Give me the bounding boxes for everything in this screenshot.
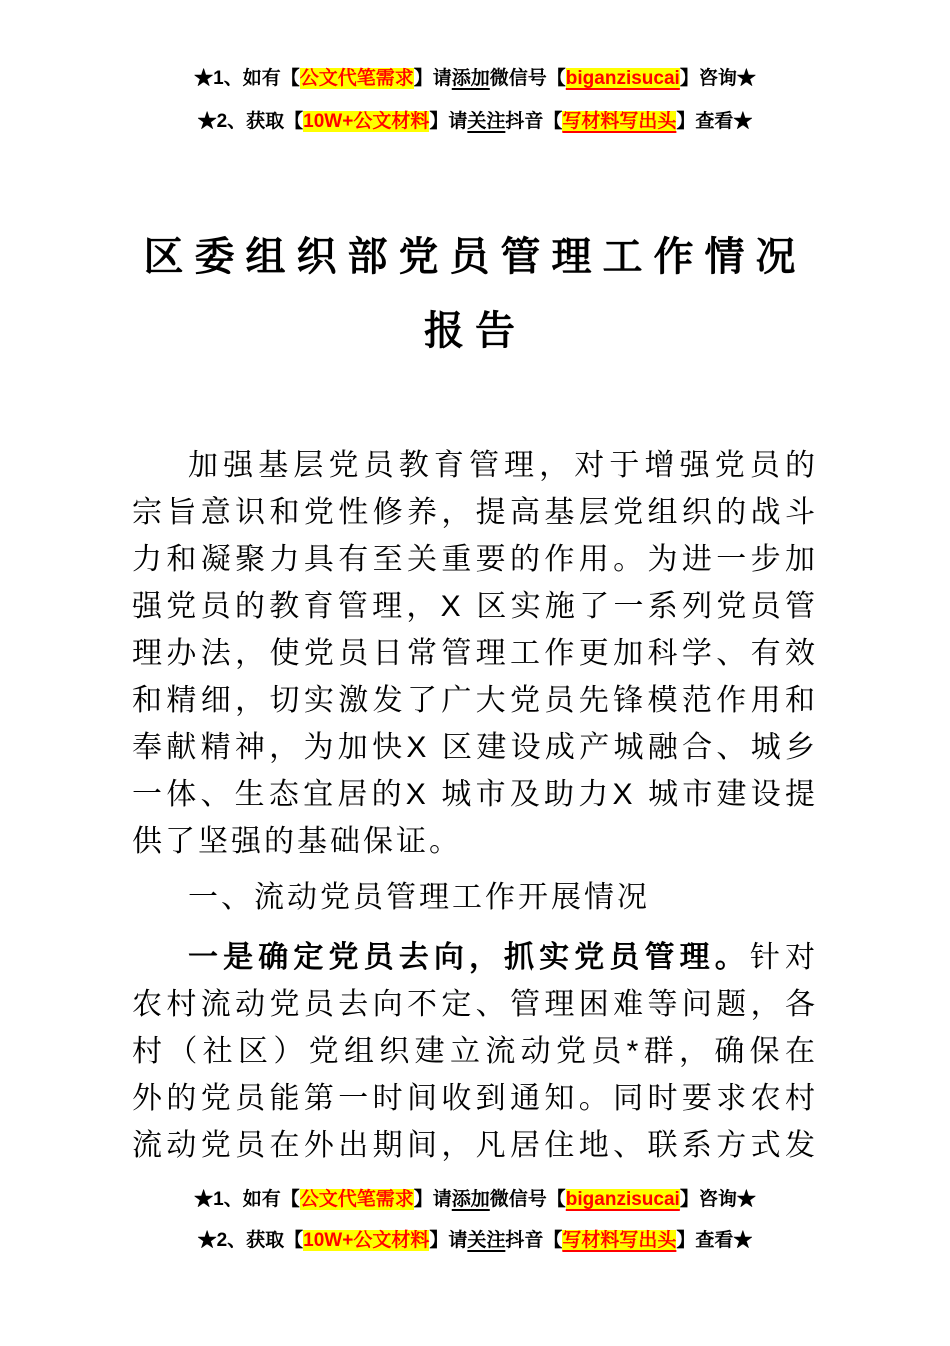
text-segment: ★1、如有【: [194, 1189, 300, 1210]
text-line: [132, 677, 818, 724]
text-segment: ★2、获取【: [197, 111, 304, 132]
text-segment: 】请: [429, 111, 468, 132]
text-segment: 供了坚强的基础保证。: [132, 825, 462, 858]
text-segment: 关注: [467, 111, 506, 132]
text-segment: 奉献精神，为加快X 区建设成产城融合、城乡: [132, 731, 818, 764]
text-segment: 外的党员能第一时间收到通知。同时要求农村: [132, 1082, 818, 1115]
text-segment: 报告: [424, 309, 526, 353]
text-line: [132, 981, 818, 1028]
paragraph-intro: [132, 442, 818, 865]
text-line: [132, 934, 818, 981]
text-segment: 】咨询★: [679, 1189, 756, 1210]
text-line: [0, 1220, 950, 1261]
text-segment: 关注: [467, 1230, 506, 1251]
text-segment: 写材料写出头: [562, 111, 677, 132]
text-segment: 添加: [451, 68, 490, 89]
text-segment: 】请: [413, 1189, 452, 1210]
text-segment: 一、流动党员管理工作开展情况: [188, 881, 650, 914]
text-line: [132, 442, 818, 489]
text-line: [0, 220, 950, 294]
document-body: [132, 442, 818, 1169]
text-segment: 10W+公文材料: [303, 1230, 430, 1251]
text-line: [132, 724, 818, 771]
text-line: [132, 489, 818, 536]
text-segment: 一体、生态宜居的X 城市及助力X 城市建设提: [132, 778, 818, 811]
text-segment: 写材料写出头: [562, 1230, 677, 1251]
text-segment: 】查看★: [676, 111, 753, 132]
text-line: [132, 818, 818, 865]
text-line: [132, 1122, 818, 1169]
text-segment: 】咨询★: [679, 68, 756, 89]
text-segment: 村（社区）党组织建立流动党员*群，确保在: [132, 1035, 818, 1068]
text-segment: 微信号【: [489, 68, 566, 89]
text-segment: ★2、获取【: [197, 1230, 304, 1251]
text-segment: 区委组织部党员管理工作情况: [143, 235, 807, 279]
text-segment: 和精细，切实激发了广大党员先锋模范作用和: [132, 684, 818, 717]
text-segment: 抖音【: [505, 1230, 563, 1251]
promo-banner-bottom: [0, 1179, 950, 1261]
text-segment: 添加: [451, 1189, 490, 1210]
text-segment: biganzisucai: [565, 68, 680, 89]
text-line: [132, 630, 818, 677]
text-segment: 公文代笔需求: [299, 68, 414, 89]
text-line: [0, 294, 950, 368]
text-segment: 】请: [413, 68, 452, 89]
text-segment: 加强基层党员教育管理，对于增强党员的: [188, 449, 818, 482]
text-segment: 】请: [429, 1230, 468, 1251]
text-line: [0, 57, 950, 100]
text-segment: 流动党员在外出期间，凡居住地、联系方式发: [132, 1129, 818, 1162]
promo-banner-top: [0, 57, 950, 143]
text-line: [0, 100, 950, 143]
text-line: [0, 1179, 950, 1220]
text-segment: 理办法，使党员日常管理工作更加科学、有效: [132, 637, 818, 670]
text-segment: 农村流动党员去向不定、管理困难等问题，各: [132, 988, 818, 1021]
text-segment: 力和凝聚力具有至关重要的作用。为进一步加: [132, 543, 818, 576]
text-segment: 10W+公文材料: [303, 111, 430, 132]
text-line: [132, 536, 818, 583]
section-heading: [132, 874, 818, 921]
text-segment: 强党员的教育管理，X 区实施了一系列党员管: [132, 590, 818, 623]
paragraph-flow-management: [132, 934, 818, 1169]
text-line: [132, 1028, 818, 1075]
text-segment: 一是确定党员去向，抓实党员管理。: [188, 941, 750, 974]
text-segment: 抖音【: [505, 111, 563, 132]
text-segment: biganzisucai: [565, 1189, 680, 1210]
text-segment: 微信号【: [489, 1189, 566, 1210]
text-line: [132, 874, 818, 921]
text-segment: 】查看★: [676, 1230, 753, 1251]
text-segment: 公文代笔需求: [299, 1189, 414, 1210]
document-title: [0, 220, 950, 368]
text-segment: ★1、如有【: [194, 68, 300, 89]
text-line: [132, 771, 818, 818]
text-line: [132, 583, 818, 630]
text-segment: 针对: [749, 941, 819, 974]
text-segment: 宗旨意识和党性修养，提高基层党组织的战斗: [132, 496, 818, 529]
text-line: [132, 1075, 818, 1122]
